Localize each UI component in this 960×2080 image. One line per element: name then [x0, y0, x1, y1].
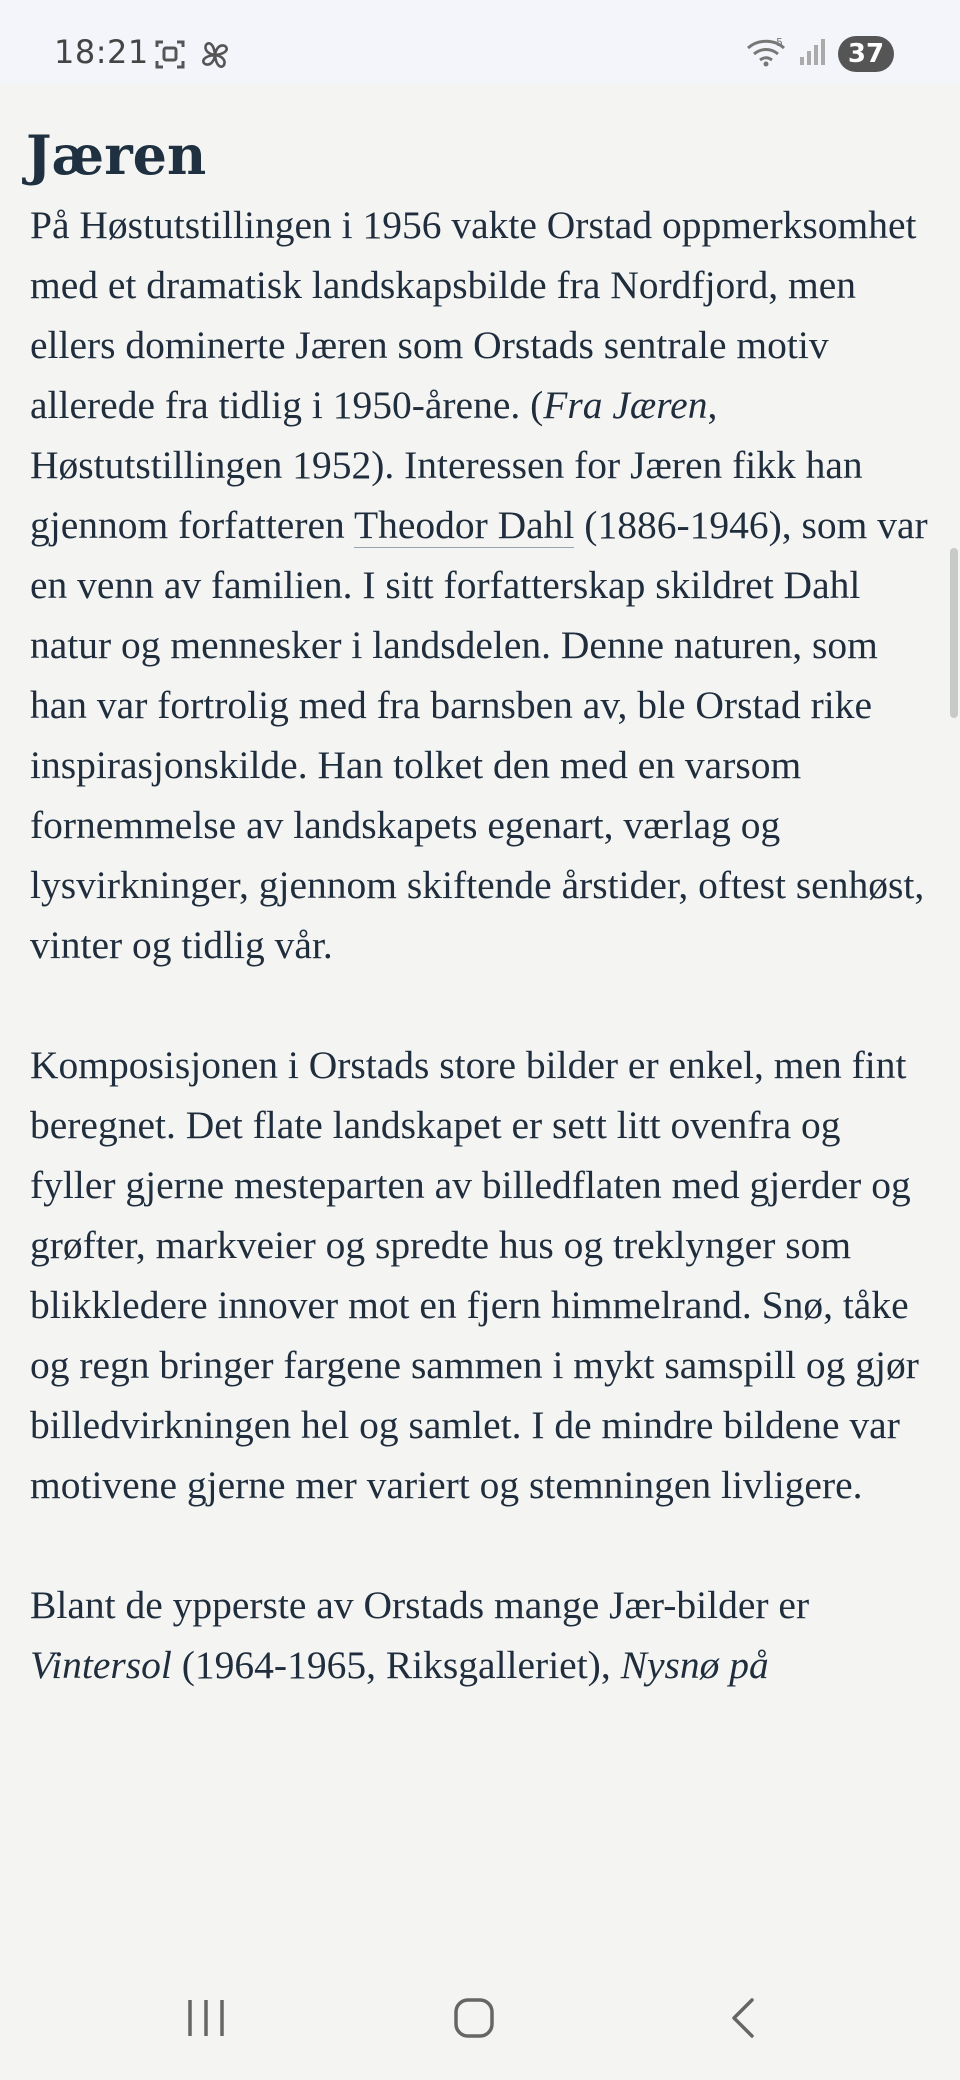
theodor-dahl-link[interactable]: Theodor Dahl [353, 503, 575, 547]
scrollbar[interactable] [950, 548, 958, 718]
paragraph-1-text-a: På Høstutstillingen i 1956 vakte Orstad oppmerksomhet med et dramatisk landskapsbilde fra Nordfjord, men ellers dominerte Jæren som Orstads sentrale motiv allerede fra tidlig i 1950-årene. ( [30, 203, 917, 427]
navigation-bar [0, 1960, 960, 2080]
paragraph-1-text-b: , Høstutstillingen 1952). Interessen for Jæren fikk han gjennom forfatteren [30, 383, 863, 547]
artwork-title-fra-jaeren: Fra Jæren [543, 383, 708, 427]
home-button[interactable] [414, 1960, 534, 2080]
svg-text:5: 5 [776, 36, 783, 49]
home-icon [452, 1996, 496, 2044]
recent-apps-icon [184, 1996, 228, 2044]
status-right-icons [744, 36, 894, 72]
paragraph-2: Komposisjonen i Orstads store bilder er enkel, men fint beregnet. Det flate landskapet er sett litt ovenfra og fyller gjerne mesteparten av billedflaten med gjerder og grøfter, markveier og spredte hus og treklynger som blikkledere innover mot en fjern himmelrand. Snø, tåke og regn bringer fargene sammen i mykt samspill og gjør billedvirkningen hel og samlet. I de mindre bildene var motivene gjerne mer variert og stemningen livligere. [30, 1043, 919, 1507]
wifi-icon [744, 36, 788, 72]
status-time: 18:21 [54, 33, 149, 71]
back-button[interactable] [684, 1960, 804, 2080]
paragraph-3-text-a: Blant de ypperste av Orstads mange Jær-bilder er [30, 1583, 810, 1627]
artwork-title-nysno: Nysnø på [620, 1643, 769, 1687]
article-content [26, 115, 930, 1695]
signal-icon [798, 37, 828, 71]
paragraph-1-text-c: (1886-1946), som var en venn av familien. I sitt forfatterskap skildret Dahl natur og mennesker i landsdelen. Denne naturen, som han var fortrolig med fra barnsben av, ble Orstad rike inspirasjonskilde. Han tolket den med en varsom fornemmelse av landskapets egenart, værlag og lysvirkninger, gjennom skiftende årstider, oftest senhøst, vinter og tidlig vår. [30, 503, 928, 967]
paragraph-1 [30, 195, 930, 975]
battery-icon: 37 [838, 36, 894, 72]
back-icon [722, 1996, 766, 2044]
pinwheel-icon [198, 38, 232, 76]
status-bar [0, 0, 960, 84]
artwork-title-vintersol: Vintersol [30, 1643, 172, 1687]
screenshot-icon [154, 38, 186, 76]
paragraph-3 [30, 1575, 930, 1695]
status-left-icons [154, 38, 232, 76]
recent-apps-button[interactable] [146, 1960, 266, 2080]
paragraph-3-text-b: (1964-1965, Riksgalleriet), [171, 1643, 621, 1687]
section-heading: Jæren [26, 123, 207, 187]
